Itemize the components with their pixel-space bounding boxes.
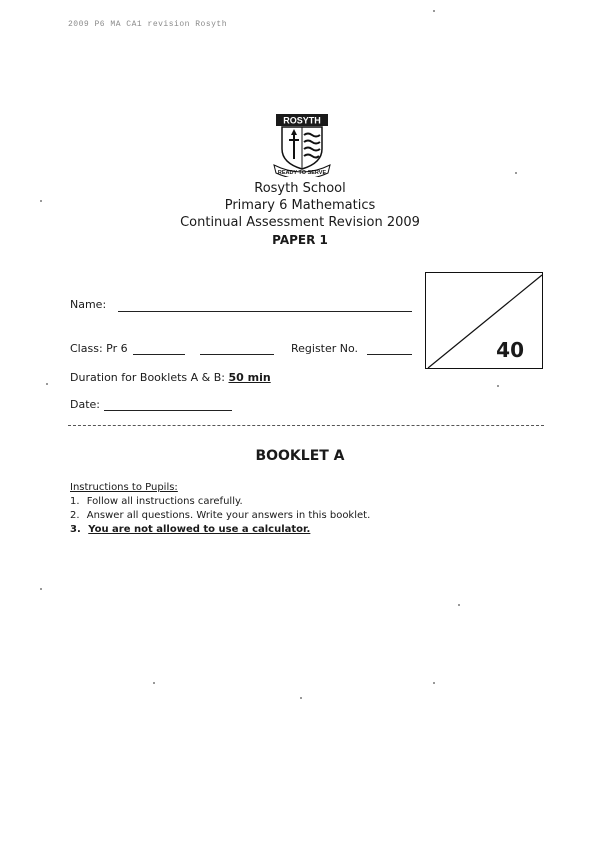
- paper-label: PAPER 1: [272, 233, 328, 247]
- instruction-num: 2.: [70, 510, 80, 521]
- name-field[interactable]: [118, 311, 412, 312]
- duration-value: [228, 371, 270, 384]
- instruction-num: 3.: [70, 524, 81, 535]
- header-note: 2009 P6 MA CA1 revision Rosyth: [68, 20, 228, 29]
- score-total: 40: [496, 338, 524, 362]
- instruction-item-1: [70, 496, 243, 507]
- scan-speck: [300, 697, 302, 699]
- instructions-title: Instructions to Pupils:: [70, 482, 178, 493]
- class-label: Class: Pr 6: [70, 342, 128, 355]
- instruction-text: Follow all instructions carefully.: [86, 496, 243, 507]
- instruction-num: 1.: [70, 496, 80, 507]
- scan-speck: [433, 10, 435, 12]
- duration-label: Duration for Booklets A & B:: [70, 371, 225, 384]
- scan-speck: [40, 200, 42, 202]
- svg-text:READY TO SERVE: READY TO SERVE: [277, 170, 327, 176]
- date-label: Date:: [70, 398, 100, 411]
- scan-speck: [153, 682, 155, 684]
- scan-speck: [458, 604, 460, 606]
- duration-text: 50 min: [228, 371, 271, 384]
- name-label: Name:: [70, 298, 107, 311]
- class-field[interactable]: [133, 354, 185, 355]
- svg-text:ROSYTH: ROSYTH: [283, 115, 321, 126]
- scan-speck: [433, 682, 435, 684]
- register-field[interactable]: [367, 354, 412, 355]
- duration-line: [70, 371, 271, 384]
- register-label: Register No.: [291, 342, 359, 355]
- exam-title: Continual Assessment Revision 2009: [180, 215, 420, 230]
- section-divider: [68, 425, 544, 426]
- instruction-text: You are not allowed to use a calculator.: [88, 524, 311, 535]
- instruction-item-3: [70, 524, 310, 535]
- scan-speck: [40, 588, 42, 590]
- booklet-heading: BOOKLET A: [255, 448, 345, 464]
- instruction-item-2: [70, 510, 370, 521]
- score-box: [425, 272, 543, 369]
- scan-speck: [46, 383, 48, 385]
- scan-speck: [515, 172, 517, 174]
- class-field-2[interactable]: [200, 354, 274, 355]
- school-crest-logo: [272, 113, 332, 177]
- scan-speck: [497, 385, 499, 387]
- score-diagonal: [426, 273, 544, 370]
- subject-title: Primary 6 Mathematics: [224, 198, 376, 213]
- school-name: Rosyth School: [254, 181, 346, 196]
- instruction-text: Answer all questions. Write your answers in this booklet.: [86, 510, 371, 521]
- date-field[interactable]: [104, 410, 232, 411]
